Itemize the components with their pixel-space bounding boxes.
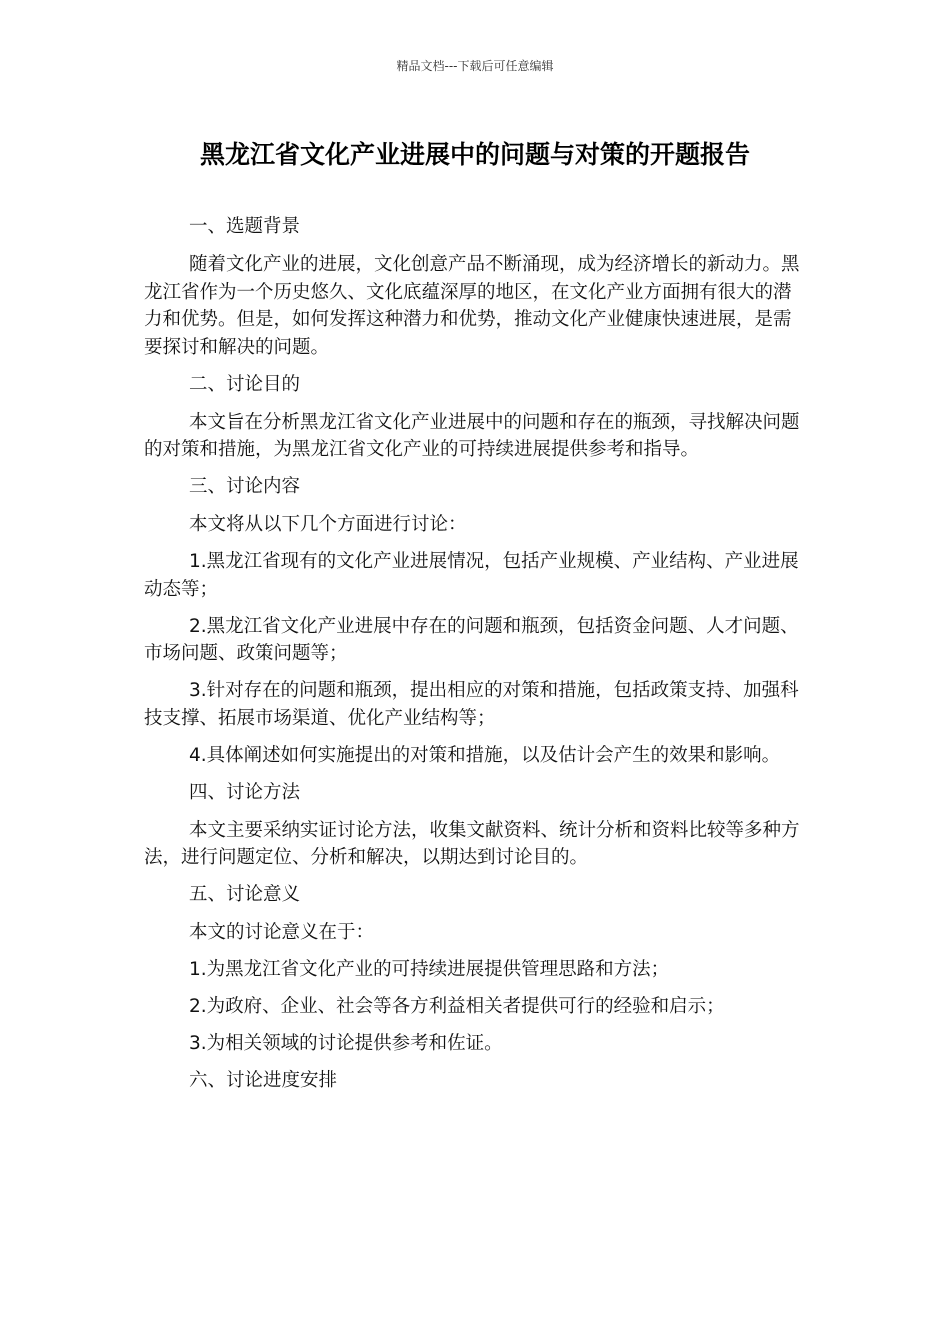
list-item-content-3: 3.针对存在的问题和瓶颈，提出相应的对策和措施，包括政策支持、加强科技支撑、拓展市场渠道、优化产业结构等； [144,680,799,729]
document-title: 黑龙江省文化产业进展中的问题与对策的开题报告 [199,140,750,169]
paragraph-significance-intro: 本文的讨论意义在于： [189,922,375,943]
list-item-content-4: 4.具体阐述如何实施提出的对策和措施，以及估计会产生的效果和影响。 [189,744,781,766]
list-item-content-2: 2.黑龙江省文化产业进展中存在的问题和瓶颈，包括资金问题、人才问题、市场问题、政策问题等； [144,615,799,664]
list-item-significance-3: 3.为相关领域的讨论提供参考和佐证。 [189,1033,503,1054]
paragraph-purpose: 本文旨在分析黑龙江省文化产业进展中的问题和存在的瓶颈，寻找解决问题的对策和措施，为黑龙江省文化产业的可持续进展提供参考和指导。 [144,411,800,460]
paragraph-background: 随着文化产业的进展，文化创意产品不断涌现，成为经济增长的新动力。黑龙江省作为一个历史悠久、文化底蕴深厚的地区，在文化产业方面拥有很大的潜力和优势。但是，如何发挥这种潜力和优势，推动文化产业健康快速进展，是需要探讨和解决的问题。 [144,254,800,358]
section-heading-significance: 五、讨论意义 [189,884,301,905]
section-heading-background: 一、选题背景 [189,216,301,237]
paragraph-content-intro: 本文将从以下几个方面进行讨论： [189,514,467,535]
document-body [144,213,800,1105]
paragraph-method: 本文主要采纳实证讨论方法，收集文献资料、统计分析和资料比较等多种方法，进行问题定位、分析和解决，以期达到讨论目的。 [144,819,800,868]
list-item-significance-1: 1.为黑龙江省文化产业的可持续进展提供管理思路和方法； [189,959,670,980]
section-heading-purpose: 二、讨论目的 [189,373,301,395]
section-heading-schedule: 六、讨论进度安排 [189,1070,338,1091]
list-item-content-1: 1.黑龙江省现有的文化产业进展情况，包括产业规模、产业结构、产业进展动态等； [144,551,799,600]
page-header: 精品文档---下载后可任意编辑 [396,59,554,73]
list-item-significance-2: 2.为政府、企业、社会等各方利益相关者提供可行的经验和启示； [189,996,725,1017]
section-heading-content: 三、讨论内容 [189,476,301,497]
section-heading-method: 四、讨论方法 [189,781,301,803]
